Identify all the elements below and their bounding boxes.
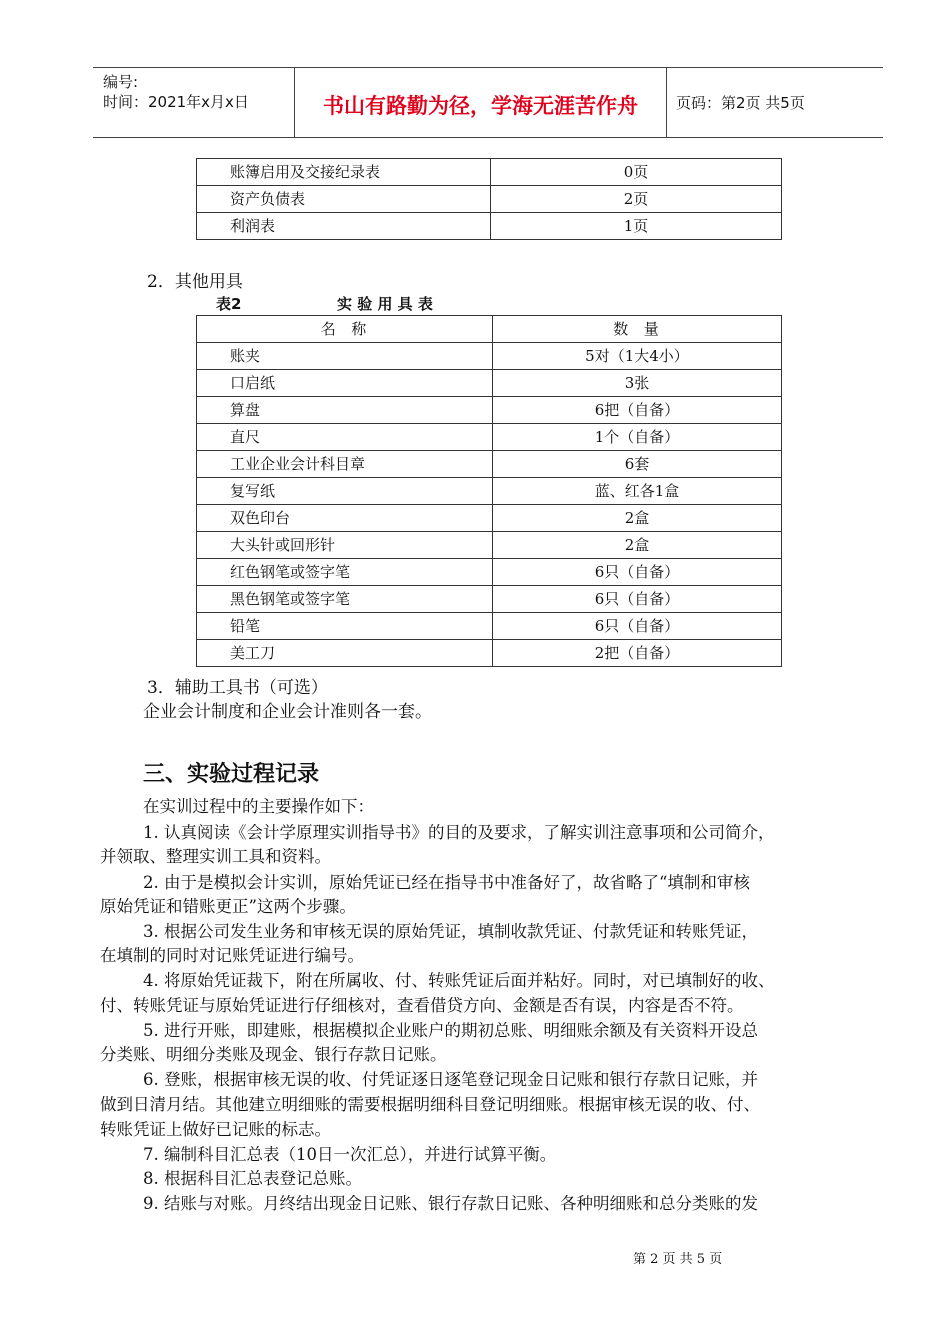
body-paragraph-line: 2. 由于是模拟会计实训，原始凭证已经在指导书中准备好了，故省略了“填制和审核 <box>143 873 750 892</box>
body-paragraph-line: 5. 进行开账，即建账，根据模拟企业账户的期初总账、明细账余额及有关资料开设总 <box>143 1021 758 1040</box>
table-cell-name: 账夹 <box>197 343 493 370</box>
reference-books-text: 企业会计制度和企业会计准则各一套。 <box>143 702 432 722</box>
table-cell-name: 铅笔 <box>197 613 493 640</box>
table-row <box>197 586 782 613</box>
body-paragraph-line: 7. 编制科目汇总表（10日一次汇总），并进行试算平衡。 <box>143 1145 557 1164</box>
table-cell-qty: 6只（自备） <box>493 586 782 613</box>
table-row <box>197 532 782 559</box>
table-cell-qty: 2把（自备） <box>493 640 782 667</box>
table-cell-qty: 2盒 <box>493 505 782 532</box>
table-cell-qty: 蓝、红各1盒 <box>493 478 782 505</box>
body-paragraph-line: 在实训过程中的主要操作如下： <box>143 797 374 816</box>
table-cell-name: 利润表 <box>197 213 491 240</box>
table-row <box>197 559 782 586</box>
time-label: 时间：2021年x月x日 <box>103 93 249 111</box>
table-row <box>197 343 782 370</box>
table-cell-name: 账簿启用及交接纪录表 <box>197 159 491 186</box>
header-page-info: 页码：第2页 共5页 <box>676 94 805 112</box>
page-footer: 第 2 页 共 5 页 <box>633 1252 723 1267</box>
table-cell-qty: 6只（自备） <box>493 613 782 640</box>
table-cell-name: 双色印台 <box>197 505 493 532</box>
body-paragraph-line: 付、转账凭证与原始凭证进行仔细核对，查看借贷方向、金额是否有误，内容是否不符。 <box>100 996 744 1015</box>
table-cell-qty: 2页 <box>491 186 782 213</box>
body-paragraph-line: 在填制的同时对记账凭证进行编号。 <box>100 946 364 965</box>
body-paragraph-line: 9. 结账与对账。月终结出现金日记账、银行存款日记账、各种明细账和总分类账的发 <box>143 1194 758 1213</box>
part-title: 三、实验过程记录 <box>143 762 320 787</box>
table-row <box>197 424 782 451</box>
table-cell-qty: 6只（自备） <box>493 559 782 586</box>
body-paragraph-line: 转账凭证上做好已记账的标志。 <box>100 1120 331 1139</box>
table-cell-qty: 0页 <box>491 159 782 186</box>
table-cell-name: 复写纸 <box>197 478 493 505</box>
table-row <box>197 640 782 667</box>
table-row <box>197 213 782 240</box>
body-paragraph-line: 6. 登账，根据审核无误的收、付凭证逐日逐笔登记现金日记账和银行存款日记账，并 <box>143 1070 758 1089</box>
body-paragraph-line: 4. 将原始凭证裁下，附在所属收、付、转账凭证后面并粘好。同时，对已填制好的收、 <box>143 971 775 990</box>
table-cell-name: 算盘 <box>197 397 493 424</box>
table-caption-title: 实 验 用 具 表 <box>337 295 433 313</box>
body-paragraph-line: 原始凭证和错账更正”这两个步骤。 <box>100 897 356 916</box>
body-paragraph-line: 分类账、明细分类账及现金、银行存款日记账。 <box>100 1045 447 1064</box>
table-cell-name: 资产负债表 <box>197 186 491 213</box>
table-row <box>197 505 782 532</box>
table-cell-name: 工业企业会计科目章 <box>197 451 493 478</box>
body-paragraph-line: 3. 根据公司发生业务和审核无误的原始凭证，填制收款凭证、付款凭证和转账凭证， <box>143 922 758 941</box>
table-row <box>197 613 782 640</box>
table-cell-qty: 3张 <box>493 370 782 397</box>
header-meta <box>103 72 249 112</box>
body-paragraph-line: 做到日清月结。其他建立明细账的需要根据明细科目登记明细账。根据审核无误的收、付、 <box>100 1095 760 1114</box>
table-row <box>197 451 782 478</box>
table-header-row <box>197 316 782 343</box>
table-cell-qty: 6把（自备） <box>493 397 782 424</box>
column-header-name: 名 称 <box>197 316 493 343</box>
table-cell-qty: 1个（自备） <box>493 424 782 451</box>
table-caption-label: 表2 <box>216 295 242 313</box>
body-paragraph-line: 8. 根据科目汇总表登记总账。 <box>143 1169 362 1188</box>
table-row <box>197 478 782 505</box>
table-cell-name: 口启纸 <box>197 370 493 397</box>
body-paragraph-line: 1. 认真阅读《会计学原理实训指导书》的目的及要求，了解实训注意事项和公司简介， <box>143 823 775 842</box>
column-header-qty: 数 量 <box>493 316 782 343</box>
section-heading-other-tools: 2．其他用具 <box>147 272 243 292</box>
table-cell-qty: 5对（1大4小） <box>493 343 782 370</box>
header-motto: 书山有路勤为径，学海无涯苦作舟 <box>323 94 638 118</box>
account-book-table <box>196 158 782 240</box>
table-cell-qty: 6套 <box>493 451 782 478</box>
experiment-tools-table <box>196 315 782 667</box>
serial-label: 编号: <box>103 73 139 91</box>
table-cell-name: 红色钢笔或签字笔 <box>197 559 493 586</box>
body-paragraph-line: 并领取、整理实训工具和资料。 <box>100 847 331 866</box>
table-cell-name: 美工刀 <box>197 640 493 667</box>
table-cell-name: 大头针或回形针 <box>197 532 493 559</box>
table-row <box>197 186 782 213</box>
table-cell-qty: 1页 <box>491 213 782 240</box>
table-cell-name: 黑色钢笔或签字笔 <box>197 586 493 613</box>
header-divider <box>666 68 667 137</box>
table-cell-qty: 2盒 <box>493 532 782 559</box>
table-cell-name: 直尺 <box>197 424 493 451</box>
page-header <box>93 67 883 138</box>
section-heading-reference-books: 3．辅助工具书（可选） <box>147 678 328 698</box>
table-row <box>197 159 782 186</box>
table-row <box>197 370 782 397</box>
table-row <box>197 397 782 424</box>
